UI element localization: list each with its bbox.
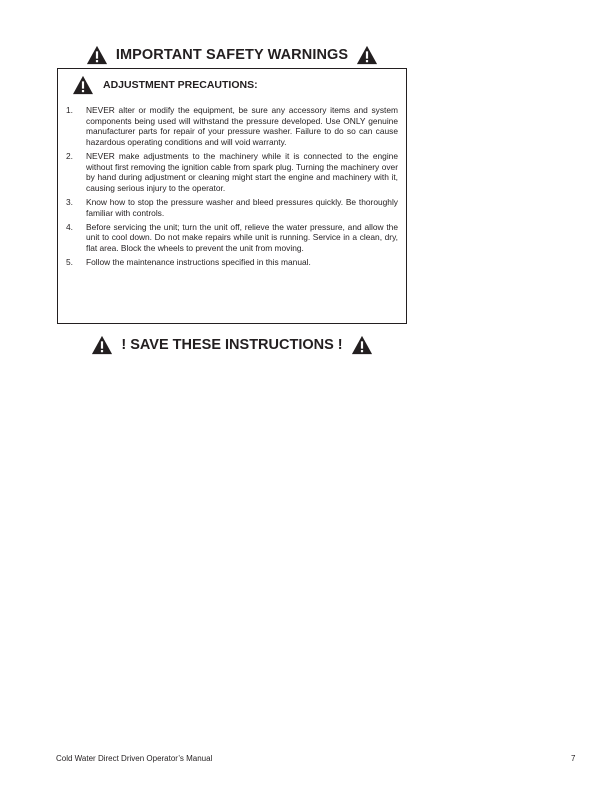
safety-warnings-title [56, 42, 408, 68]
warning-triangle-icon [72, 75, 94, 95]
list-item [66, 197, 398, 218]
item-number: 2. [66, 150, 73, 161]
precautions-header [72, 75, 258, 95]
item-number: 5. [66, 257, 73, 268]
item-text: Follow the maintenance instructions specified in this manual. [86, 257, 311, 268]
footer-manual-title: Cold Water Direct Driven Operator’s Manual [56, 754, 213, 763]
warning-triangle-icon [86, 44, 108, 66]
list-item [66, 257, 398, 268]
precautions-list [66, 105, 398, 271]
page-title: IMPORTANT SAFETY WARNINGS [115, 47, 349, 63]
save-instructions-text: ! SAVE THESE INSTRUCTIONS ! [121, 337, 343, 353]
warning-triangle-icon [356, 44, 378, 66]
precautions-box [57, 68, 407, 324]
item-number: 3. [66, 196, 73, 207]
item-text: Before servicing the unit; turn the unit off, relieve the water pressure, and allow the unit to cool down. Do not make repairs while unit is running. Service in a clean, dry, flat area. Block the wheels to prevent the unit from moving. [86, 221, 398, 253]
item-text: NEVER make adjustments to the machinery while it is connected to the engine without first removing the ignition cable from spark plug. Turning the machinery over by hand during adjustment or cleaning might start the engine and machinery with it, causing serious injury to the operator. [86, 150, 398, 193]
list-item [66, 222, 398, 254]
save-instructions-banner [56, 332, 408, 358]
item-number: 1. [66, 105, 73, 115]
warning-triangle-icon [351, 334, 373, 356]
item-number: 4. [66, 221, 73, 232]
list-item [66, 105, 398, 147]
item-text: NEVER alter or modify the equipment, be sure any accessory items and system components being used will withstand the pressure developed. Use ONLY genuine manufacturer parts for repair of your pressure washer. Failure to do so can cause hazardous operating conditions and will void warranty. [86, 105, 398, 147]
precautions-heading: ADJUSTMENT PRECAUTIONS: [103, 79, 258, 91]
warning-triangle-icon [91, 334, 113, 356]
footer-page-number: 7 [571, 754, 576, 763]
list-item [66, 151, 398, 193]
item-text: Know how to stop the pressure washer and bleed pressures quickly. Be thoroughly familiar with controls. [86, 196, 398, 218]
